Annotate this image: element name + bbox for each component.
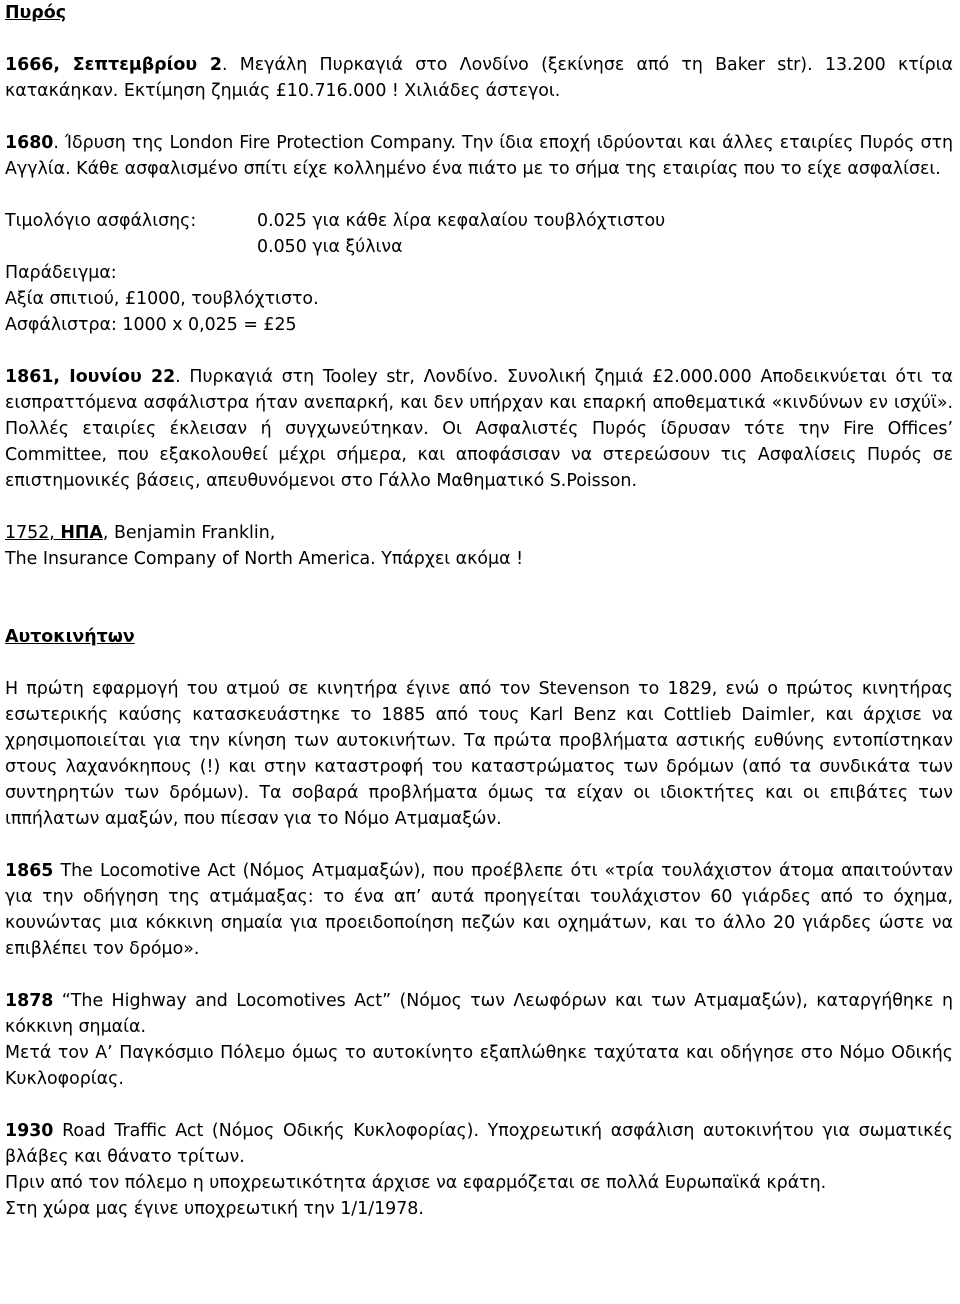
paragraph-1752 [5,520,953,572]
paragraph-1861 [5,364,953,494]
text-1878: “The Highway and Locomotives Act” (Νόμος των Λεωφόρων και των Ατμαμαξών), καταργήθηκε η κόκκινη σημαία. [5,991,953,1037]
year-1930: 1930 [5,1121,54,1141]
section-heading-fire: Πυρός [5,3,67,23]
example-line-1: Αξία σπιτιού, £1000, τουβλόχτιστο. [5,289,319,309]
date-1680: 1680 [5,133,54,153]
year-1878: 1878 [5,991,54,1011]
section-heading-auto: Αυτοκινήτων [5,627,135,647]
text-1666: . Μεγάλη Πυρκαγιά στο Λονδίνο (ξεκίνησε από τη Baker str). 13.200 κτίρια κατακάηκαν. Εκτίμηση ζημιάς £10.716.000 ! Χιλιάδες άστεγοι. [5,55,953,101]
text-1752: , Benjamin Franklin, [102,523,276,543]
date-1666: 1666, Σεπτεμβρίου 2 [5,55,222,75]
tariff-label: Τιμολόγιο ασφάλισης: [5,211,197,231]
paragraph-auto-intro: Η πρώτη εφαρμογή του ατμού σε κινητήρα έγινε από τον Stevenson το 1829, ενώ ο πρώτος κινητήρας εσωτερικής καύσης κατασκευάστηκε το 1885 από τους Karl Benz και Cottlieb Daimler, και άρχισε να χρησιμοποιείται για την κίνηση των αυτοκινήτων. Τα πρώτα προβλήματα αστικής ευθύνης εντοπίστηκαν στους λαχανόκηπους (!) και στην καταστροφή του καταστρώματος των δρόμων (από τα συνδικάτα των συντηρητών των δρόμων). Τα σοβαρά προβλήματα όμως τα είχαν οι ιδιοκτήτες και οι επιβάτες των ιππήλατων αμαξών, που πίεσαν για το Νόμο Ατμαμαξών. [5,679,953,829]
text-1865: The Locomotive Act (Νόμος Ατμαμαξών), που προέβλεπε ότι «τρία τουλάχιστον άτομα απαιτούνταν για την οδήγηση της ατμάμαξας: το ένα απ’ αυτά προηγείται τουλάχιστον 60 γιάρδες από το όχημα, κουνώντας μια κόκκινη σημαία για προειδοποίηση πεζών και οχημάτων, και το άλλο 20 γιάρδες ώστε να επιβλέπει τον δρόμο». [5,861,953,959]
sep-1752: , [49,523,61,543]
text-1878-line-2: Μετά τον Α’ Παγκόσμιο Πόλεμο όμως το αυτοκίνητο εξαπλώθηκε ταχύτατα και οδήγησε στο Νόμο Οδικής Κυκλοφορίας. [5,1043,953,1089]
tariff-line-1: 0.025 για κάθε λίρα κεφαλαίου τουβλόχτιστου [257,211,666,231]
paragraph-1666 [5,52,953,104]
tariff-block [5,208,953,260]
paragraph-1930 [5,1118,953,1222]
example-label: Παράδειγμα: [5,263,117,283]
text-1861: . Πυρκαγιά στη Tooley str, Λονδίνο. Συνολική ζημιά £2.000.000 Αποδεικνύεται ότι τα εισπραττόμενα ασφάλιστρα ήταν ανεπαρκή, και δεν υπήρχαν και επαρκή αποθεματικά «κινδύνων εν ισχύϊ». Πολλές εταιρίες έκλεισαν ή συγχωνεύτηκαν. Οι Ασφαλιστές Πυρός ίδρυσαν τότε την Fire Offices’ Committee, που εξακολουθεί μέχρι σήμερα, και αποφάσισαν να στερεώσουν τις Ασφαλίσεις Πυρός σε επιστημονικές βάσεις, απευθυνόμενοι στο Γάλλο Μαθηματικό S.Poisson. [5,367,953,491]
text-1752-line-2: The Insurance Company of North America. Υπάρχει ακόμα ! [5,549,524,569]
paragraph-1878 [5,988,953,1092]
year-1752: 1752 [5,523,50,543]
year-1865: 1865 [5,861,54,881]
date-1861: 1861, Ιουνίου 22 [5,367,176,387]
paragraph-1680 [5,130,953,182]
country-1752: ΗΠΑ [60,523,103,543]
paragraph-1865 [5,858,953,962]
example-line-2: Ασφάλιστρα: 1000 x 0,025 = £25 [5,315,297,335]
text-1930: Road Traffic Act (Νόμος Οδικής Κυκλοφορίας). Υποχρεωτική ασφάλιση αυτοκινήτου για σωματικές βλάβες και θάνατο τρίτων. [5,1121,953,1167]
text-1930-line-3: Στη χώρα μας έγινε υποχρεωτική την 1/1/1978. [5,1199,424,1219]
tariff-line-2: 0.050 για ξύλινα [257,237,403,257]
text-1930-line-2: Πριν από τον πόλεμο η υποχρεωτικότητα άρχισε να εφαρμόζεται σε πολλά Ευρωπαϊκά κράτη. [5,1173,827,1193]
text-1680: . Ίδρυση της London Fire Protection Company. Την ίδια εποχή ιδρύονται και άλλες εταιρίες Πυρός στη Αγγλία. Κάθε ασφαλισμένο σπίτι είχε κολλημένο ένα πιάτο με το σήμα της εταιρίας που το είχε ασφαλίσει. [5,133,953,179]
example-block [5,260,953,338]
